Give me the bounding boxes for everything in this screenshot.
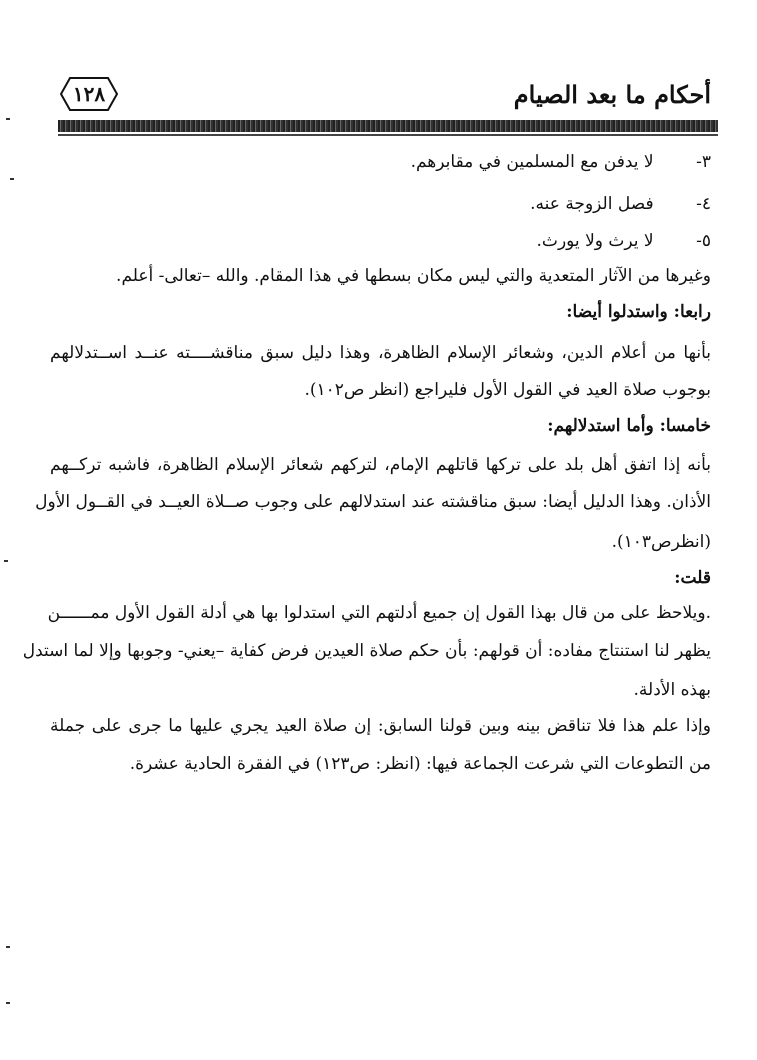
list-item bbox=[537, 229, 711, 253]
list-item-text: فصل الزوجة عنه. bbox=[530, 194, 654, 214]
header-rule bbox=[58, 120, 718, 132]
page-number: ١٢٨ bbox=[72, 82, 106, 106]
running-title: أحكام ما بعد الصيام bbox=[513, 80, 711, 109]
list-item bbox=[530, 192, 711, 216]
header-rule-thin bbox=[58, 134, 718, 136]
paragraph-line: بأنه إذا اتفق أهل بلد على تركها قاتلهم الإمام، لتركهم شعائر الإسلام الظاهرة، فاشبه تركــهم bbox=[50, 455, 711, 475]
scan-mark bbox=[4, 560, 8, 562]
section-heading: رابعا: واستدلوا أيضا: bbox=[566, 302, 711, 322]
list-item-text: لا يرث ولا يورث. bbox=[536, 231, 654, 251]
list-item-number: ٤- bbox=[696, 194, 711, 214]
paragraph-line: يظهر لنا استنتاج مفاده: أن قولهم: بأن حكم صلاة العيدين فرض كفاية –يعني- وجوبها وإلا لما استدل bbox=[22, 641, 711, 661]
paragraph-line: بوجوب صلاة العيد في القول الأول فليراجع (انظر ص١٠٢). bbox=[304, 380, 711, 400]
paragraph-line: بهذه الأدلة. bbox=[633, 680, 711, 700]
paragraph-line: الأذان. وهذا الدليل أيضا: سبق مناقشته عند استدلالهم على وجوب صــلاة العيــد في القــول الأول bbox=[35, 492, 711, 512]
page-number-badge bbox=[60, 76, 118, 112]
list-item-number: ٥- bbox=[696, 231, 711, 251]
scan-mark bbox=[6, 118, 10, 120]
paragraph-line: وإذا علم هذا فلا تناقض بينه وبين قولنا السابق: إن صلاة العيد يجري عليها ما جرى على جملة bbox=[50, 716, 711, 736]
paragraph-line: وغيرها من الآثار المتعدية والتي ليس مكان بسطها في هذا المقام. والله –تعالى- أعلم. bbox=[116, 266, 711, 286]
scan-mark bbox=[6, 1002, 10, 1004]
section-heading: خامسا: وأما استدلالهم: bbox=[547, 416, 711, 436]
paragraph-line: من التطوعات التي شرعت الجماعة فيها: (انظر: ص١٢٣) في الفقرة الحادية عشرة. bbox=[129, 754, 711, 774]
list-item-text: لا يدفن مع المسلمين في مقابرهم. bbox=[410, 152, 654, 172]
paragraph-line: (انظرص١٠٣). bbox=[611, 532, 711, 552]
paragraph-line: بأنها من أعلام الدين، وشعائر الإسلام الظاهرة، وهذا دليل سبق مناقشــــته عنــد اســتدلالهم bbox=[50, 343, 711, 363]
scan-mark bbox=[6, 946, 10, 948]
paragraph-line: .ويلاحظ على من قال بهذا القول إن جميع أدلتهم التي استدلوا بها هي أدلة القول الأول ممــــــن bbox=[47, 603, 711, 623]
section-heading: قلت: bbox=[674, 568, 711, 588]
list-item-number: ٣- bbox=[696, 152, 711, 172]
list-item bbox=[411, 150, 711, 174]
scan-mark bbox=[10, 178, 14, 180]
